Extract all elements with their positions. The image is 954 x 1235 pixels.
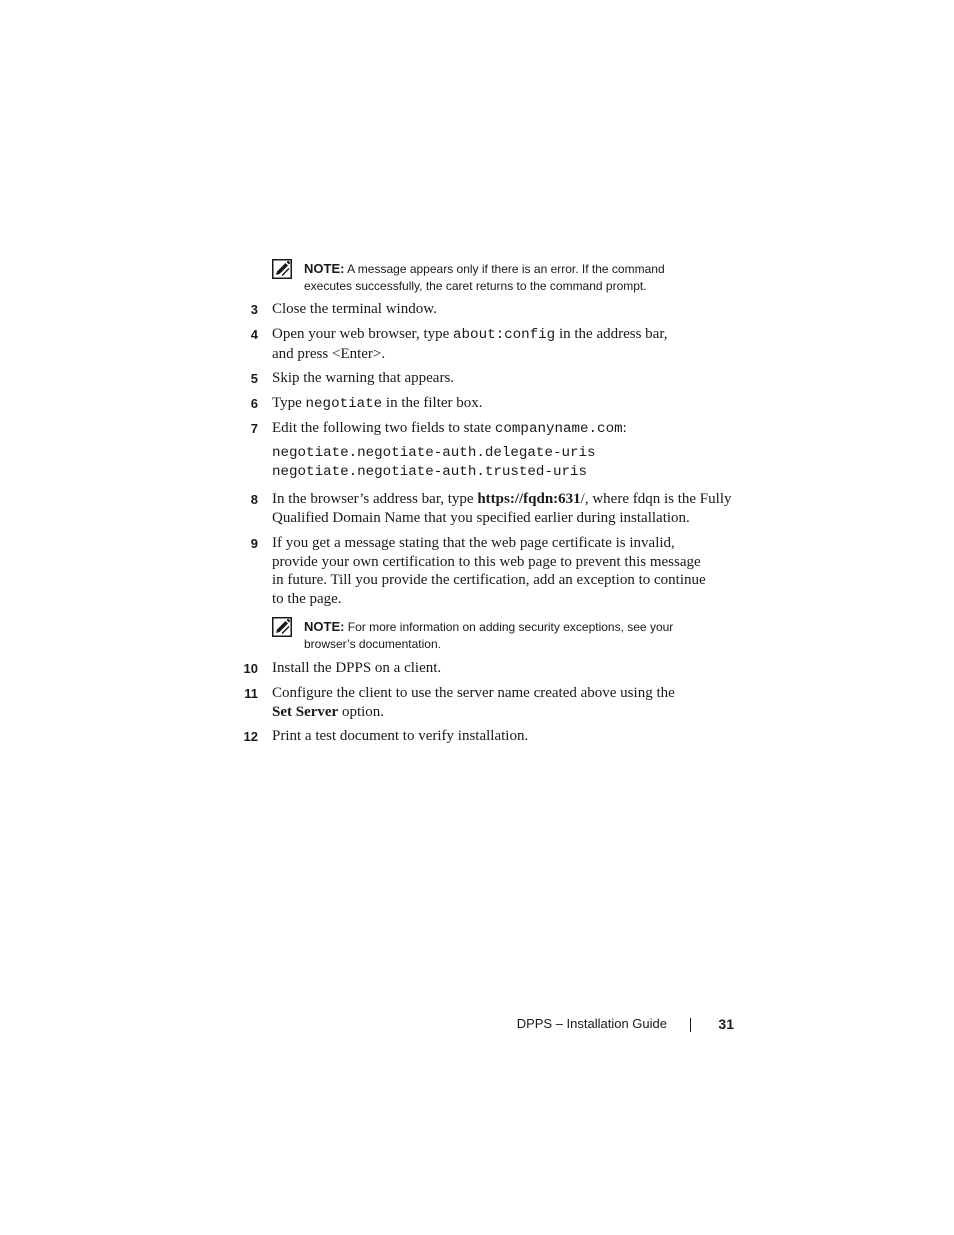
note-pencil-icon: [272, 259, 292, 279]
page-footer: [480, 1015, 734, 1035]
step-12: [230, 727, 740, 747]
step-number: 11: [244, 686, 258, 701]
footer-separator: [690, 1018, 691, 1032]
step-6: [230, 394, 740, 414]
step-text-line-2: Qualified Domain Name that you specified earlier during installation.: [272, 509, 690, 526]
note-pencil-icon: [272, 617, 292, 637]
step-text-line-1: If you get a message stating that the web page certificate is invalid,: [272, 535, 675, 551]
step-text-post: /, where fdqn is the Fully: [580, 491, 732, 507]
step-9: [230, 534, 740, 610]
note-label: NOTE:: [304, 619, 345, 634]
step-11: [230, 684, 740, 724]
step-text: Install the DPPS on a client.: [272, 660, 442, 676]
note-text: [304, 260, 724, 295]
step-number: 7: [250, 421, 258, 436]
step-text-pre: Type: [272, 395, 306, 411]
inline-code: companyname.com: [494, 421, 623, 437]
note-text-line-2: executes successfully, the caret returns to the command prompt.: [304, 279, 647, 293]
step-text-pre: In the browser’s address bar, type: [272, 491, 478, 507]
note-label: NOTE:: [304, 261, 345, 276]
note-text: [304, 618, 724, 653]
step-7: [230, 419, 740, 439]
step-text: Skip the warning that appears.: [272, 370, 455, 386]
page-number: 31: [718, 1016, 734, 1032]
step-text: [272, 534, 738, 608]
code-line: negotiate.negotiate-auth.trusted-uris: [272, 463, 588, 480]
step-text-pre: Edit the following two fields to state: [272, 420, 495, 436]
step-3: [230, 300, 740, 320]
step-text: [272, 490, 738, 527]
url-text: https://fqdn:631: [477, 491, 581, 507]
step-4: [230, 325, 740, 365]
step-number: 3: [250, 302, 258, 317]
step-text-line-2: provide your own certification to this web page to prevent this message: [272, 553, 701, 570]
step-number: 10: [243, 661, 258, 676]
step-text-post: :: [622, 420, 627, 436]
step-text: [272, 419, 738, 439]
note-box: [272, 260, 712, 296]
step-text-post: option.: [338, 703, 385, 720]
step-8: [230, 490, 740, 530]
inline-code: about:config: [453, 327, 556, 343]
note-text-line-1: A message appears only if there is an error. If the command: [344, 262, 665, 276]
step-text-line-2: and press <Enter>.: [272, 345, 386, 362]
step-text: Close the terminal window.: [272, 301, 437, 317]
step-5: [230, 369, 740, 389]
note-box: [272, 618, 712, 654]
code-line: negotiate.negotiate-auth.delegate-uris: [272, 445, 596, 461]
step-text-line-4: to the page.: [272, 590, 342, 607]
step-text-line-1: Configure the client to use the server name created above using the: [272, 685, 675, 701]
step-text-post: in the address bar,: [555, 326, 668, 342]
inline-code: negotiate: [305, 396, 383, 412]
step-text: [272, 684, 738, 721]
footer-title: DPPS – Installation Guide: [516, 1016, 667, 1031]
step-text-line-3: in future. Till you provide the certification, add an exception to continue: [272, 572, 706, 588]
code-block: [272, 444, 742, 484]
menu-option-name: Set Server: [272, 703, 339, 720]
step-number: 6: [250, 396, 258, 411]
step-number: 8: [250, 492, 258, 507]
step-text: [272, 325, 738, 363]
step-number: 4: [250, 327, 258, 342]
step-text: Print a test document to verify installation.: [272, 728, 529, 744]
step-number: 9: [250, 536, 258, 551]
step-10: [230, 659, 740, 679]
step-number: 12: [243, 729, 258, 744]
note-text-line-2: browser’s documentation.: [304, 637, 441, 651]
note-text-line-1: For more information on adding security exceptions, see your: [344, 620, 674, 634]
step-number: 5: [250, 371, 258, 386]
step-text-pre: Open your web browser, type: [272, 326, 454, 342]
step-text-post: in the filter box.: [382, 395, 483, 411]
step-text: [272, 394, 738, 414]
